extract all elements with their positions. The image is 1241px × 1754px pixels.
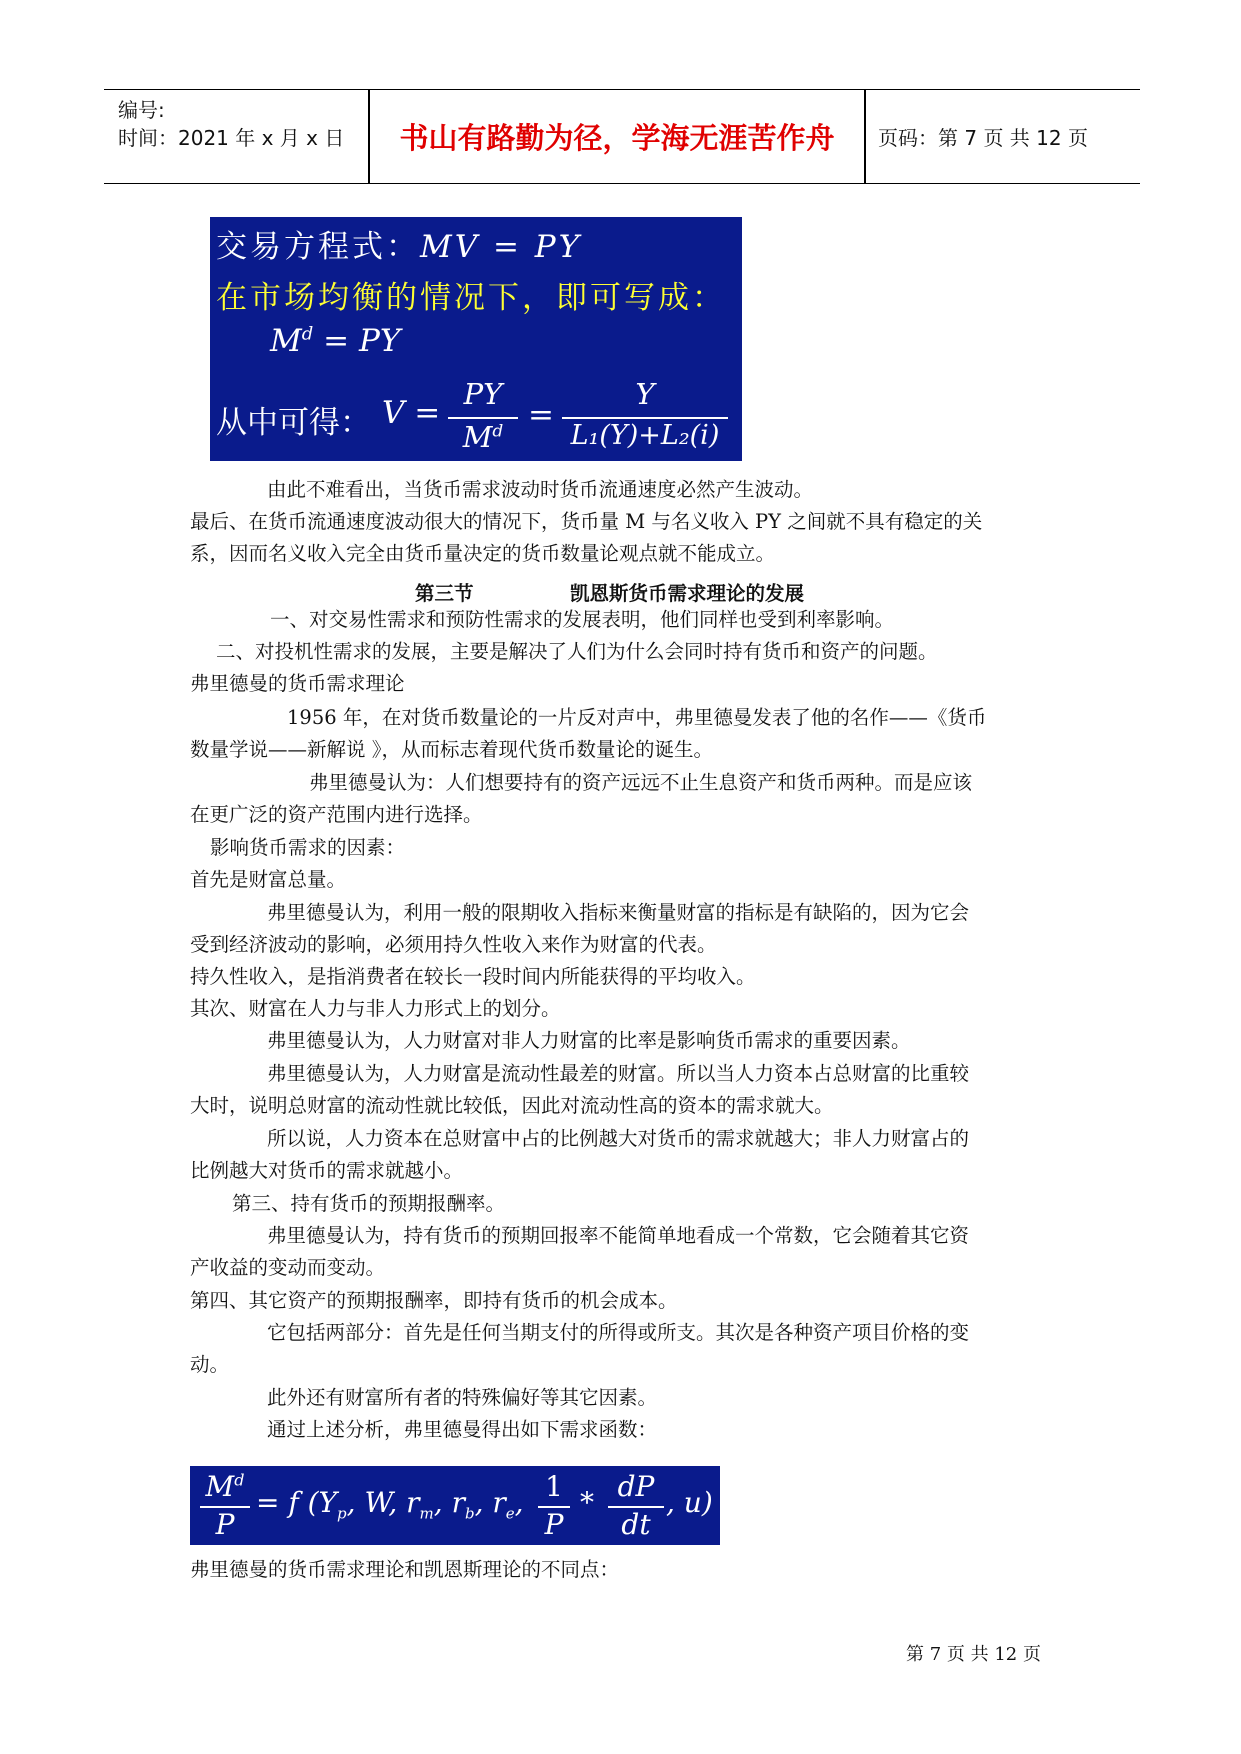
formula-math: M <box>205 1470 235 1503</box>
frac1-numerator: PY <box>463 377 503 411</box>
formula-math: , <box>514 1486 524 1519</box>
lhs-denominator: P <box>215 1508 235 1541</box>
frac-b-denominator: dt <box>621 1508 651 1541</box>
paragraph: 比例越大对货币的需求就越小。 <box>190 1159 464 1182</box>
paragraph: 持久性收入，是指消费者在较长一段时间内所能获得的平均收入。 <box>190 965 756 988</box>
frac-b-numerator: dP <box>617 1470 655 1503</box>
frac2-numerator: Y <box>635 377 655 411</box>
transaction-equation-image <box>210 217 742 461</box>
formula-text: 交易方程式： <box>216 229 420 265</box>
header-meta-cell <box>104 90 369 183</box>
formula-sub: m <box>419 1504 434 1523</box>
formula-tail: , u) <box>666 1486 713 1519</box>
formula-sup: d <box>301 323 314 345</box>
paragraph: 一、对交易性需求和预防性需求的发展表明，他们同样也受到利率影响。 <box>270 608 895 631</box>
paragraph: 在更广泛的资产范围内进行选择。 <box>190 803 483 826</box>
section-number: 第三节 <box>415 582 474 605</box>
frac1-bar <box>448 417 518 419</box>
formula-math: , r <box>433 1486 465 1519</box>
paragraph: 弗里德曼的货币需求理论 <box>190 672 405 695</box>
page-footer: 第 7 页 共 12 页 <box>906 1644 1041 1665</box>
doc-number-label: 编号: <box>118 98 165 122</box>
paragraph: 弗里德曼认为：人们想要持有的资产远远不止生息资产和货币两种。而是应该 <box>309 771 973 794</box>
formula-math: = PY <box>313 323 401 359</box>
formula-line-3 <box>270 323 400 359</box>
formula-star: * <box>580 1486 594 1519</box>
paragraph: 弗里德曼认为，人力财富是流动性最差的财富。所以当人力资本占总财富的比重较 <box>267 1062 970 1085</box>
formula-math: , r <box>474 1486 506 1519</box>
header-page-label: 页码：第 7 页 共 12 页 <box>878 126 1088 150</box>
paragraph: 二、对投机性需求的发展，主要是解决了人们为什么会同时持有货币和资产的问题。 <box>216 640 938 663</box>
formula-v: V = <box>382 395 441 431</box>
page-header <box>104 89 1140 184</box>
formula-sub: e <box>505 1504 515 1523</box>
lhs-numerator <box>200 1470 250 1503</box>
paragraph: 最后、在货币流通速度波动很大的情况下，货币量 M 与名义收入 PY 之间就不具有稳定的关 <box>190 510 983 533</box>
frac2-denominator: L₁(Y)+L₂(i) <box>570 420 720 451</box>
paragraph: 动。 <box>190 1353 230 1376</box>
frac1-denominator <box>448 420 518 454</box>
paragraph: 数量学说——新解说 》，从而标志着现代货币数量论的诞生。 <box>190 738 713 761</box>
formula-line-1 <box>216 221 582 266</box>
paragraph: 系，因而名义收入完全由货币量决定的货币数量论观点就不能成立。 <box>190 542 776 565</box>
paragraph: 受到经济波动的影响，必须用持久性收入来作为财富的代表。 <box>190 933 717 956</box>
frac-a-numerator: 1 <box>545 1470 563 1503</box>
paragraph: 弗里德曼认为，利用一般的限期收入指标来衡量财富的指标是有缺陷的，因为它会 <box>267 901 970 924</box>
paragraph: 此外还有财富所有者的特殊偏好等其它因素。 <box>267 1386 658 1409</box>
formula-sup: d <box>234 1470 245 1490</box>
paragraph: 弗里德曼认为，持有货币的预期回报率不能简单地看成一个常数，它会随着其它资 <box>267 1224 970 1247</box>
paragraph: 它包括两部分：首先是任何当期支付的所得或所支。其次是各种资产项目价格的变 <box>267 1321 970 1344</box>
friedman-demand-function-image <box>190 1466 720 1545</box>
header-motto: 书山有路勤为径，学海无涯苦作舟 <box>399 121 835 155</box>
paragraph: 第三、持有货币的预期报酬率。 <box>232 1192 506 1215</box>
formula-equals: = <box>528 397 554 433</box>
formula-sub: b <box>464 1504 475 1523</box>
paragraph: 所以说，人力资本在总财富中占的比例越大对货币的需求就越大；非人力财富占的 <box>267 1127 970 1150</box>
paragraph: 影响货币需求的因素： <box>210 836 406 859</box>
formula-math: , W, r <box>346 1486 420 1519</box>
formula-math: M <box>462 420 493 454</box>
formula-math: MV = PY <box>420 229 583 265</box>
paragraph: 通过上述分析，弗里德曼得出如下需求函数： <box>267 1418 658 1441</box>
formula-sub: p <box>337 1504 347 1523</box>
frac2-bar <box>562 417 728 419</box>
formula-line-2: 在市场均衡的情况下，即可写成： <box>216 280 726 316</box>
paragraph: 弗里德曼的货币需求理论和凯恩斯理论的不同点： <box>190 1558 620 1581</box>
paragraph: 大时，说明总财富的流动性就比较低，因此对流动性高的资本的需求就大。 <box>190 1094 834 1117</box>
formula-math: = f (Y <box>256 1486 338 1519</box>
paragraph: 首先是财富总量。 <box>190 868 347 891</box>
doc-time-label: 时间：2021 年 x 月 x 日 <box>118 126 345 150</box>
formula-math: M <box>270 323 302 359</box>
frac-a-denominator: P <box>544 1508 564 1541</box>
paragraph: 1956 年，在对货币数量论的一片反对声中，弗里德曼发表了他的名作——《货币 <box>287 706 987 729</box>
function-args <box>256 1486 524 1523</box>
paragraph: 由此不难看出，当货币需求波动时货币流通速度必然产生波动。 <box>267 478 814 501</box>
paragraph: 其次、财富在人力与非人力形式上的划分。 <box>190 997 561 1020</box>
formula-sup: d <box>492 421 504 442</box>
paragraph: 第四、其它资产的预期报酬率，即持有货币的机会成本。 <box>190 1289 678 1312</box>
paragraph: 弗里德曼认为，人力财富对非人力财富的比率是影响货币需求的重要因素。 <box>267 1029 911 1052</box>
paragraph: 产收益的变动而变动。 <box>190 1256 386 1279</box>
formula-line-4-label: 从中可得： <box>216 405 371 441</box>
section-title: 凯恩斯货币需求理论的发展 <box>570 582 805 605</box>
